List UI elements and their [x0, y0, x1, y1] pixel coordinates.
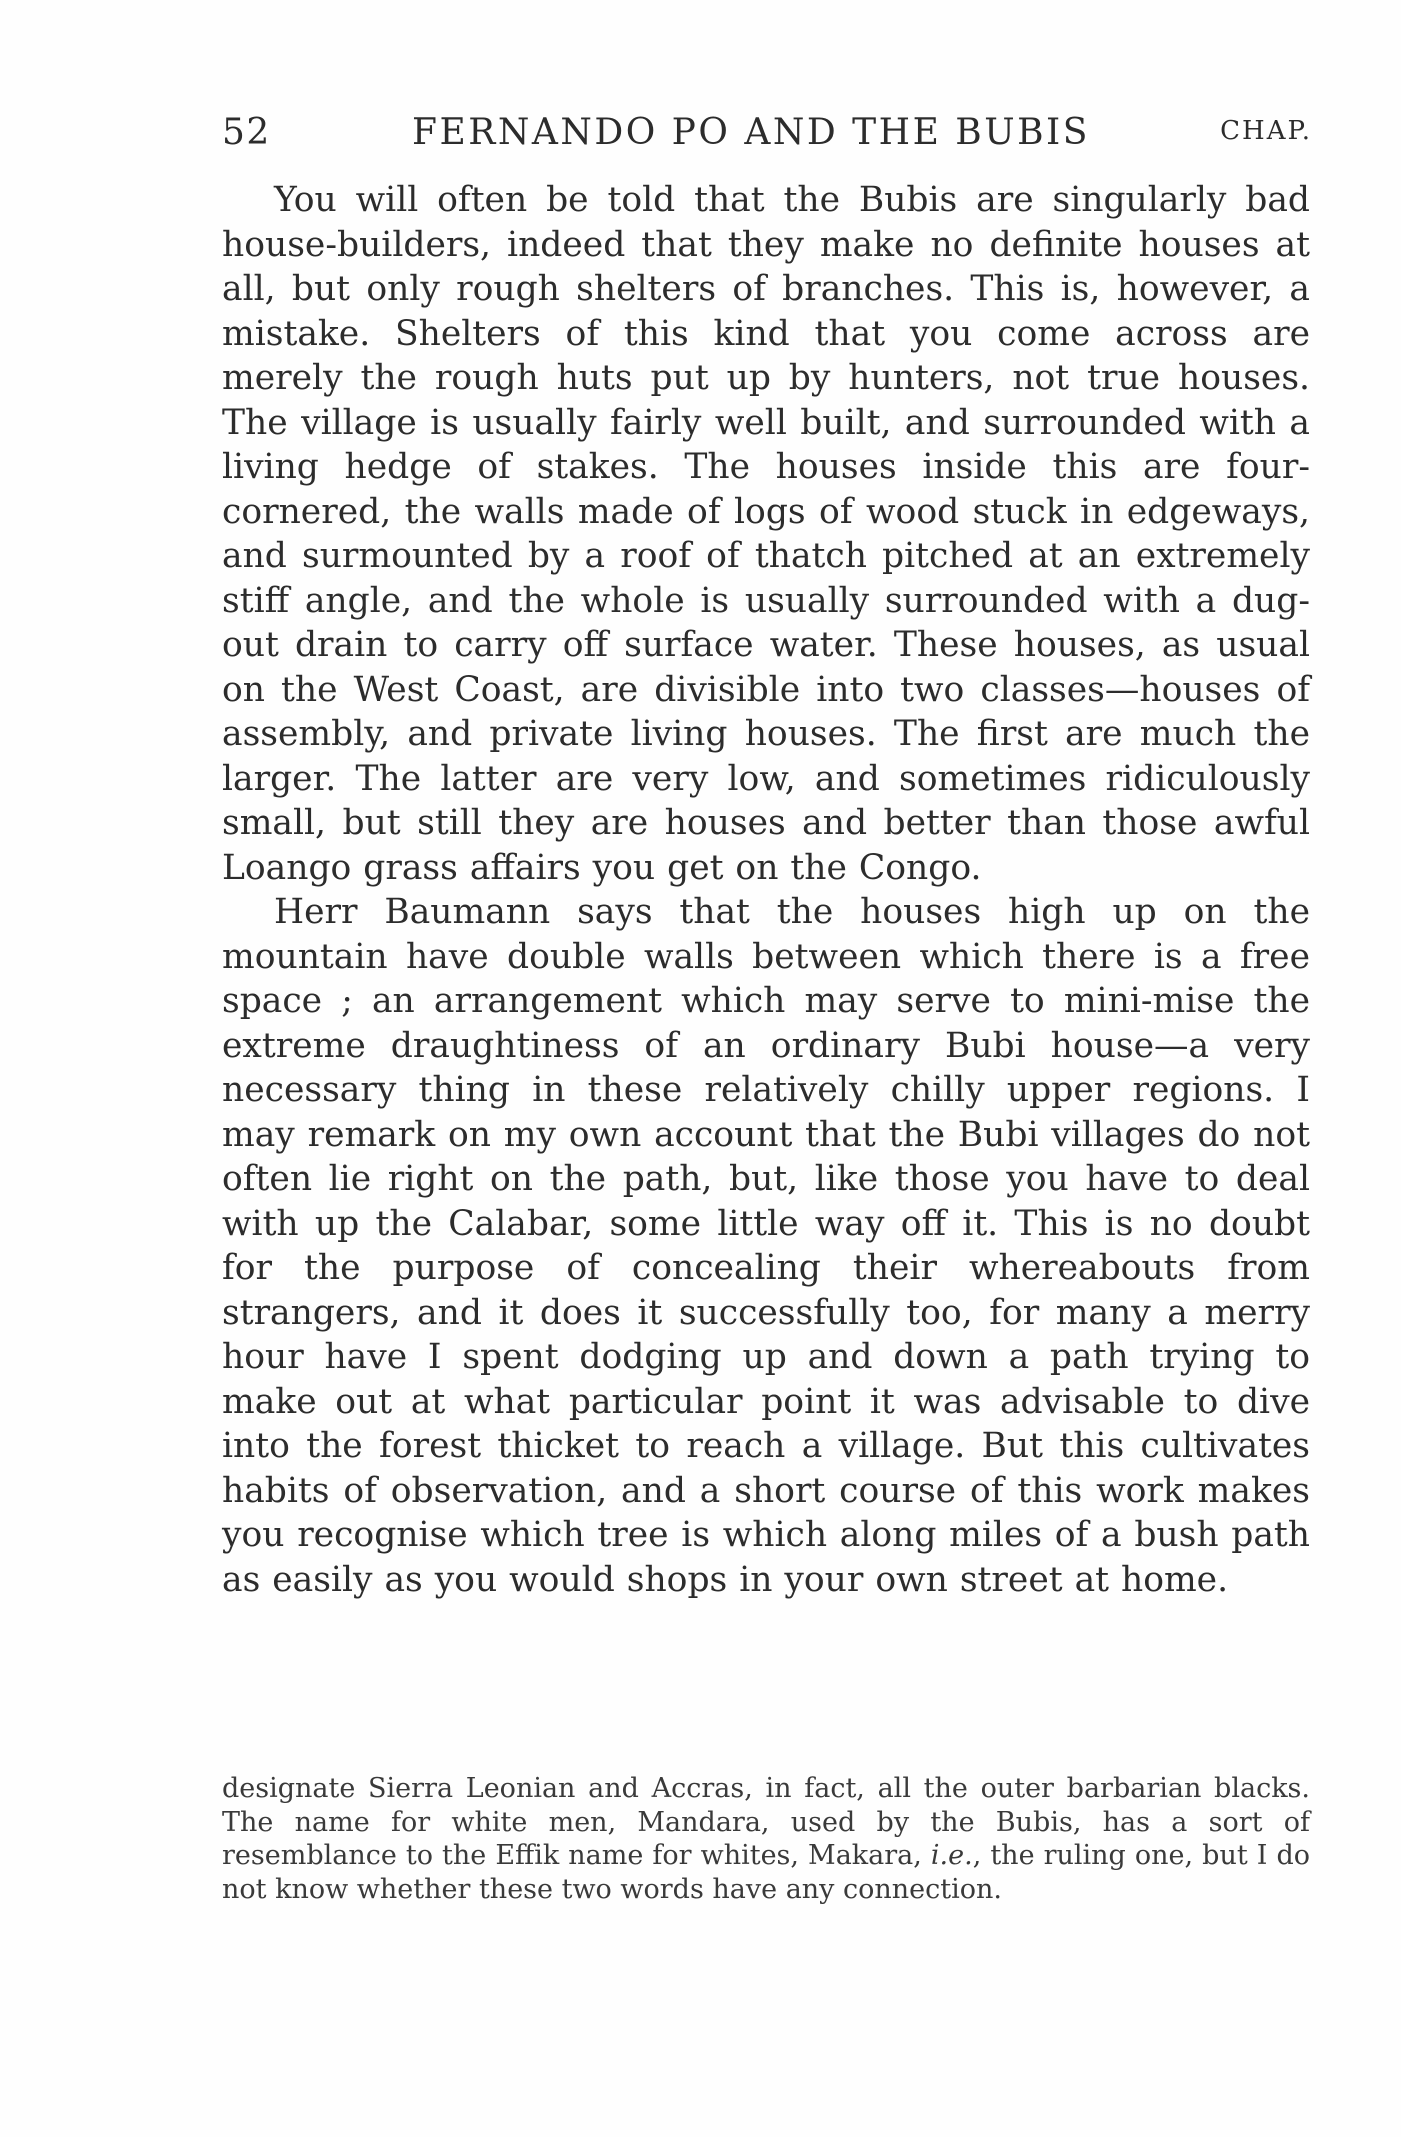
running-title: FERNANDO PO AND THE BUBIS: [412, 112, 1090, 153]
footnote-text-after: , the ruling one, but I do not know whether these two words have any connection.: [222, 1840, 1310, 1905]
body-text: [222, 178, 1310, 1602]
page-header: [222, 112, 1312, 162]
footnote-italic: i.e.: [930, 1840, 973, 1871]
paragraph: You will often be told that the Bubis are singularly bad house-builders, indeed that they make no definite houses at all, but only rough shelters of branches. This is, however, a mistake. Shelters of this kind that you come across are merely the rough huts put up by hunters, not true houses. The village is usually fairly well built, and surrounded with a living hedge of stakes. The houses inside this are four-cornered, the walls made of logs of wood stuck in edgeways, and surmounted by a roof of thatch pitched at an extremely stiff angle, and the whole is usually surrounded with a dug-out drain to carry off surface water. These houses, as usual on the West Coast, are divisible into two classes—houses of assembly, and private living houses. The first are much the larger. The latter are very low, and sometimes ridiculously small, but still they are houses and better than those awful Loango grass affairs you get on the Congo.: [222, 180, 1310, 888]
page-number: 52: [222, 112, 271, 153]
chapter-label: CHAP.: [1220, 116, 1312, 146]
footnote-paragraph: [222, 1772, 1310, 1906]
footnote: [222, 1772, 1310, 1906]
paragraph: Herr Baumann says that the houses high up on the mountain have double walls between which there is a free space ; an arrangement which may serve to mini-mise the extreme draughtiness of an ordinary Bubi house—a very necessary thing in these relatively chilly upper regions. I may remark on my own account that the Bubi villages do not often lie right on the path, but, like those you have to deal with up the Calabar, some little way off it. This is no doubt for the purpose of concealing their whereabouts from strangers, and it does it successfully too, for many a merry hour have I spent dodging up and down a path trying to make out at what particular point it was advisable to dive into the forest thicket to reach a village. But this cultivates habits of observation, and a short course of this work makes you recognise which tree is which along miles of a bush path as easily as you would shops in your own street at home.: [222, 892, 1310, 1600]
footnote-text-before: designate Sierra Leonian and Accras, in fact, all the outer barbarian blacks. The name for white men, Mandara, used by the Bubis, has a sort of resemblance to the Effik name for whites, Makara,: [222, 1773, 1310, 1871]
